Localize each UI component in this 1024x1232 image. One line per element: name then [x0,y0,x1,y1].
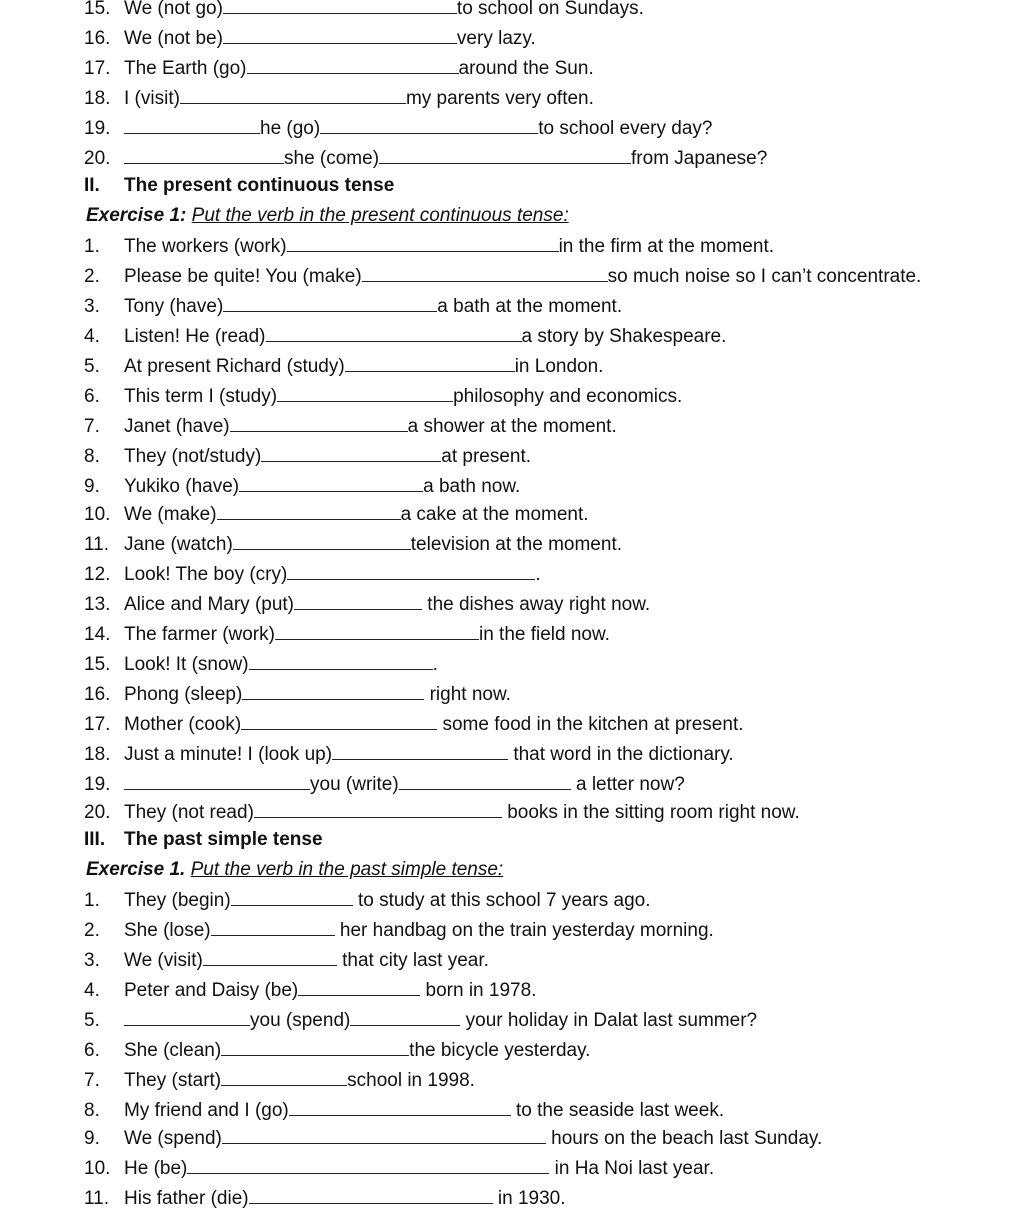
item-text: in Ha Noi last year. [554,1158,715,1179]
item-text: . [535,564,541,585]
item-text: a bath now. [423,476,521,497]
item-text: We (spend) [124,1128,222,1149]
item-text: a cake at the moment. [400,504,589,525]
exercise-item [84,1184,1024,1212]
exercise-item [84,530,1024,558]
item-number: 14. [84,624,111,645]
item-text: Look! It (snow) [124,654,249,675]
item-number: 6. [84,1040,100,1061]
item-number: 18. [84,744,111,765]
answer-blank[interactable] [287,232,559,252]
item-text: Look! The boy (cry) [124,564,288,585]
answer-blank[interactable] [277,382,453,402]
item-text: Janet (have) [124,416,230,437]
answer-blank[interactable] [320,114,538,134]
item-text: her handbag on the train yesterday morning. [339,920,714,941]
item-number: 13. [84,594,111,615]
item-text: I (visit) [124,88,180,109]
item-text: a bath at the moment. [437,296,623,317]
exercise-instruction [86,856,1024,884]
item-text: We (not be) [124,28,223,49]
item-text: in London. [514,356,604,377]
answer-blank[interactable] [242,680,424,700]
item-text: philosophy and economics. [453,386,683,407]
item-number: 7. [84,1070,100,1091]
item-number: 7. [84,416,100,437]
item-number: 16. [84,684,111,705]
item-text: to school on Sundays. [456,0,644,19]
answer-blank[interactable] [254,798,502,818]
answer-blank[interactable] [211,916,335,936]
item-text: At present Richard (study) [124,356,345,377]
item-text: from Japanese? [631,148,768,169]
item-text: a letter now? [575,774,685,795]
exercise-item [84,114,1024,142]
answer-blank[interactable] [217,500,401,520]
answer-blank[interactable] [332,740,508,760]
exercise-item [84,54,1024,82]
item-number: 18. [84,88,111,109]
item-text: Mother (cook) [124,714,242,735]
answer-blank[interactable] [180,84,406,104]
answer-blank[interactable] [298,976,420,996]
answer-blank[interactable] [241,710,437,730]
item-text: very lazy. [456,28,536,49]
exercise-item [84,442,1024,470]
item-text: that city last year. [342,950,489,971]
exercise-item [84,84,1024,112]
answer-blank[interactable] [399,770,571,790]
exercise-item [84,292,1024,320]
section-title: The past simple tense [124,829,323,850]
item-number: 17. [84,58,111,79]
answer-blank[interactable] [223,24,457,44]
item-text: Peter and Daisy (be) [124,980,299,1001]
item-number: 20. [84,148,111,169]
answer-blank[interactable] [230,412,408,432]
item-text: Yukiko (have) [124,476,240,497]
answer-blank[interactable] [289,1096,511,1116]
item-text: to study at this school 7 years ago. [357,890,651,911]
exercise-item [84,382,1024,410]
answer-blank[interactable] [249,650,433,670]
item-text: The workers (work) [124,236,287,257]
item-number: 3. [84,950,100,971]
exercise-item [84,886,1024,914]
item-text: born in 1978. [425,980,537,1001]
answer-blank[interactable] [275,620,479,640]
exercise-item [84,976,1024,1004]
answer-blank[interactable] [223,0,457,14]
answer-blank[interactable] [362,262,608,282]
item-text: to the seaside last week. [516,1100,725,1121]
section-title: The present continuous tense [124,175,395,196]
exercise-item [84,1124,1024,1152]
item-text: to school every day? [538,118,713,139]
section-heading [84,826,1024,854]
item-text: The Earth (go) [124,58,247,79]
item-number: 5. [84,1010,100,1031]
exercise-item [84,24,1024,52]
item-text: Phong (sleep) [124,684,243,705]
item-text: some food in the kitchen at present. [442,714,744,735]
item-text: Alice and Mary (put) [124,594,295,615]
item-text: in the firm at the moment. [558,236,774,257]
item-text: He (be) [124,1158,188,1179]
exercise-item [84,560,1024,588]
item-text: We (make) [124,504,217,525]
exercise-item [84,500,1024,528]
item-number: 19. [84,774,111,795]
item-number: 6. [84,386,100,407]
item-text: television at the moment. [410,534,622,555]
item-number: 4. [84,326,100,347]
answer-blank[interactable] [203,946,337,966]
item-text: he (go) [260,118,321,139]
item-text: right now. [429,684,511,705]
exercise-item [84,232,1024,260]
item-text: . [432,654,438,675]
item-text: at present. [441,446,532,467]
exercise-item [84,1096,1024,1124]
item-text: you (write) [310,774,399,795]
item-text: a shower at the moment. [407,416,617,437]
item-text: school in 1998. [347,1070,475,1091]
item-text: His father (die) [124,1188,249,1209]
item-number: 20. [84,802,111,823]
item-text: so much noise so I can’t concentrate. [607,266,922,287]
answer-blank[interactable] [350,1006,460,1026]
item-text: They (start) [124,1070,222,1091]
item-text: Listen! He (read) [124,326,266,347]
item-text: They (begin) [124,890,231,911]
exercise-label: Exercise 1: [86,205,187,226]
answer-blank[interactable] [231,886,353,906]
exercise-item [84,798,1024,826]
exercise-item [84,770,1024,798]
item-number: 8. [84,1100,100,1121]
item-text: They (not read) [124,802,254,823]
exercise-item [84,144,1024,172]
exercise-item [84,590,1024,618]
item-text: hours on the beach last Sunday. [551,1128,823,1149]
answer-blank[interactable] [261,442,441,462]
answer-blank[interactable] [345,352,515,372]
item-text: Please be quite! You (make) [124,266,362,287]
item-text: The farmer (work) [124,624,275,645]
exercise-item [84,1006,1024,1034]
item-text: in 1930. [497,1188,566,1209]
exercise-text: Put the verb in the past simple tense: [190,859,504,880]
section-numeral: III. [84,829,106,850]
item-number: 3. [84,296,100,317]
item-text: books in the sitting room right now. [507,802,800,823]
exercise-item [84,322,1024,350]
exercise-item [84,1066,1024,1094]
exercise-item [84,916,1024,944]
item-number: 8. [84,446,100,467]
answer-blank[interactable] [287,560,535,580]
exercise-item [84,412,1024,440]
exercise-item [84,680,1024,708]
item-text: my parents very often. [405,88,594,109]
answer-blank[interactable] [221,1066,347,1086]
item-number: 11. [84,534,110,555]
item-number: 1. [84,236,100,257]
exercise-instruction [86,202,1024,230]
item-number: 2. [84,920,100,941]
exercise-item [84,946,1024,974]
item-text: a story by Shakespeare. [521,326,727,347]
item-text: that word in the dictionary. [513,744,734,765]
answer-blank[interactable] [124,770,310,790]
item-text: She (clean) [124,1040,222,1061]
item-text: in the field now. [478,624,610,645]
item-text: She (lose) [124,920,211,941]
answer-blank[interactable] [233,530,411,550]
exercise-item [84,352,1024,380]
answer-blank[interactable] [222,1124,546,1144]
item-text: This term I (study) [124,386,278,407]
exercise-item [84,472,1024,500]
exercise-item [84,740,1024,768]
item-number: 12. [84,564,111,585]
item-text: around the Sun. [458,58,594,79]
exercise-item [84,262,1024,290]
item-number: 9. [84,1128,100,1149]
item-number: 17. [84,714,111,735]
item-text: My friend and I (go) [124,1100,289,1121]
item-number: 2. [84,266,100,287]
item-text: the bicycle yesterday. [409,1040,591,1061]
item-number: 10. [84,1158,111,1179]
answer-blank[interactable] [266,322,522,342]
answer-blank[interactable] [124,1006,250,1026]
item-number: 11. [84,1188,110,1209]
answer-blank[interactable] [223,292,437,312]
item-text: your holiday in Dalat last summer? [465,1010,758,1031]
item-text: We (not go) [124,0,223,19]
answer-blank[interactable] [221,1036,409,1056]
exercise-item [84,620,1024,648]
item-text: she (come) [284,148,380,169]
answer-blank[interactable] [249,1184,493,1204]
item-number: 15. [84,654,111,675]
exercise-label: Exercise 1. [86,859,186,880]
item-text: Jane (watch) [124,534,233,555]
exercise-item [84,710,1024,738]
exercise-item [84,0,1024,22]
item-text: you (spend) [250,1010,351,1031]
item-number: 9. [84,476,100,497]
answer-blank[interactable] [124,114,260,134]
section-numeral: II. [84,175,100,196]
answer-blank[interactable] [247,54,459,74]
answer-blank[interactable] [187,1154,549,1174]
item-number: 10. [84,504,111,525]
item-text: Just a minute! I (look up) [124,744,333,765]
section-heading [84,172,1024,200]
item-number: 15. [84,0,111,19]
exercise-item [84,650,1024,678]
exercise-item [84,1154,1024,1182]
item-number: 1. [84,890,100,911]
item-text: Tony (have) [124,296,224,317]
item-number: 16. [84,28,111,49]
answer-blank[interactable] [294,590,422,610]
item-number: 5. [84,356,100,377]
exercise-item [84,1036,1024,1064]
item-number: 19. [84,118,111,139]
item-text: the dishes away right now. [427,594,651,615]
item-text: They (not/study) [124,446,262,467]
answer-blank[interactable] [124,144,284,164]
answer-blank[interactable] [239,472,423,492]
answer-blank[interactable] [379,144,631,164]
item-text: We (visit) [124,950,203,971]
item-number: 4. [84,980,100,1001]
exercise-text: Put the verb in the present continuous tense: [191,205,569,226]
